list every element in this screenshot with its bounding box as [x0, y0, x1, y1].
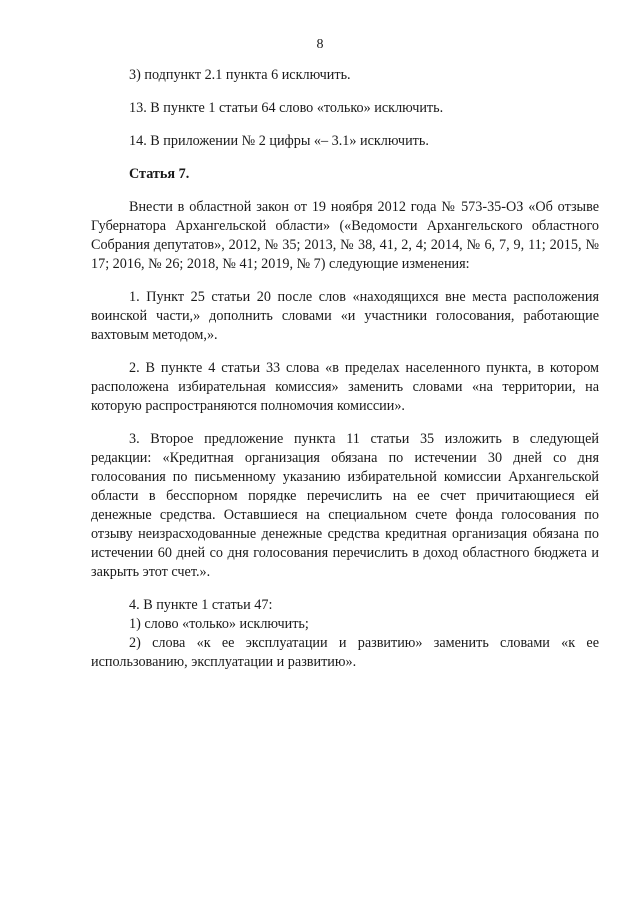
paragraph-item-14: 14. В приложении № 2 цифры «– 3.1» исключить. — [129, 133, 429, 149]
paragraph-amendment-4-sub-2: 2) слова «к ее эксплуатации и развитию» заменить словами «к ее использованию, эксплуатации и развитию». — [91, 635, 599, 670]
article-7-heading: Статья 7. — [129, 166, 190, 182]
paragraph-amendment-3: 3. Второе предложение пункта 11 статьи 35 изложить в следующей редакции: «Кредитная организация обязана по истечении 30 дней со дня голосования по письменному указанию избирательной комиссии Архангельской области в бесспорном порядке перечислить на ее счет причитающиеся ей денежные средства. Оставшиеся на специальном счете фонда голосования по отзыву неизрасходованные денежные средства кредитная организация обязана по истечении 60 дней со дня голосования перечислить в доход областного бюджета и закрыть этот счет.». — [91, 431, 599, 580]
page-number: 8 — [316, 37, 324, 52]
paragraph-amendment-4: 4. В пункте 1 статьи 47: — [129, 597, 273, 613]
paragraph-subitem-3: 3) подпункт 2.1 пункта 6 исключить. — [129, 67, 351, 83]
paragraph-amendment-2: 2. В пункте 4 статьи 33 слова «в пределах населенного пункта, в котором расположена избирательная комиссия» заменить словами «на территории, на которую распространяются полномочия комиссии». — [91, 360, 599, 414]
paragraph-amendment-1: 1. Пункт 25 статьи 20 после слов «находящихся вне места расположения воинской части,» дополнить словами «и участники голосования, работающие вахтовым методом,». — [91, 289, 599, 343]
paragraph-amendment-4-sub-1: 1) слово «только» исключить; — [129, 616, 309, 632]
paragraph-item-13: 13. В пункте 1 статьи 64 слово «только» исключить. — [129, 100, 444, 116]
document-body — [91, 66, 599, 672]
paragraph-article-7-intro: Внести в областной закон от 19 ноября 2012 года № 573-35-ОЗ «Об отзыве Губернатора Архангельской области» («Ведомости Архангельского областного Собрания депутатов», 2012, № 35; 2013, № 38, 41, 2, 4; 2014, № 6, 7, 9, 11; 2015, № 17; 2016, № 26; 2018, № 41; 2019, № 7) следующие изменения: — [91, 199, 599, 272]
